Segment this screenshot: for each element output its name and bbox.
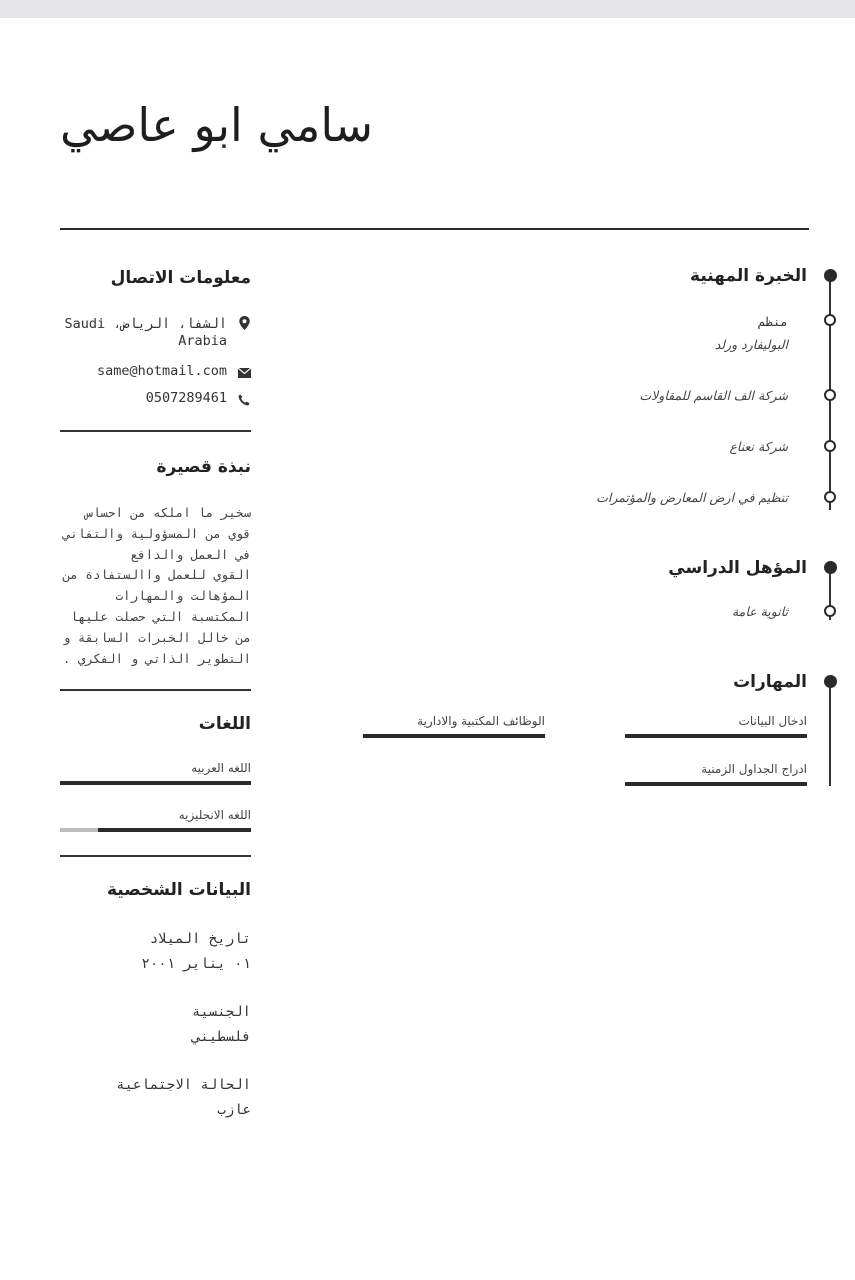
skill-item xyxy=(625,714,807,738)
skills-title: المهارات xyxy=(733,672,807,692)
language-level-bar xyxy=(60,828,251,832)
envelope-icon xyxy=(237,363,251,383)
language-level-fill xyxy=(98,828,251,832)
timeline-item-dot xyxy=(824,314,836,326)
skill-bar xyxy=(625,782,807,786)
language-label: اللغه الانجليزيه xyxy=(178,808,251,822)
phone-text: 0507289461 xyxy=(145,390,227,406)
languages-title: اللغات xyxy=(198,714,251,734)
skill-item xyxy=(363,714,545,738)
experience-title: الخبرة المهنية xyxy=(690,266,807,286)
nationality-value: فلسطيني xyxy=(191,1029,251,1045)
skill-item xyxy=(625,762,807,786)
top-bar xyxy=(0,0,855,18)
sidebar-divider xyxy=(60,689,251,691)
timeline-item-dot xyxy=(824,440,836,452)
marital-value: عازب xyxy=(217,1102,251,1118)
phone-icon xyxy=(237,390,251,411)
personal-title: البيانات الشخصية xyxy=(106,880,251,900)
experience-item: تنظيم في ارض المعارض والمؤتمرات xyxy=(596,490,788,505)
email-text: same@hotmail.com xyxy=(96,363,227,379)
marital-label: الحالة الاجتماعية xyxy=(116,1077,251,1093)
timeline-item-dot xyxy=(824,389,836,401)
sidebar-divider xyxy=(60,855,251,857)
experience-item: شركة نعناع xyxy=(729,439,788,454)
skill-label: الوظائف المكتبية والادارية xyxy=(417,714,545,728)
nationality-label: الجنسية xyxy=(191,1004,251,1020)
language-label: اللغه العربيه xyxy=(191,761,251,775)
map-pin-icon xyxy=(237,316,251,335)
sidebar-divider xyxy=(60,430,251,432)
contact-title: معلومات الاتصال xyxy=(110,268,251,288)
birth-label: تاريخ الميلاد xyxy=(149,931,251,947)
skill-bar xyxy=(363,734,545,738)
timeline-section-dot xyxy=(824,675,837,688)
skill-label: ادخال البيانات xyxy=(738,714,807,728)
contact-email xyxy=(60,363,251,383)
header-divider xyxy=(60,228,809,230)
about-title: نبذة قصيرة xyxy=(156,457,251,477)
birth-value: ٠١ يناير ٢٠٠١ xyxy=(141,956,251,972)
timeline-section-dot xyxy=(824,269,837,282)
timeline-line xyxy=(829,682,831,786)
about-text: سخير ما املكه من احساس قوي من المسؤولية والتفاني في العمل والدافع القوي للعمل واالستفادة من المؤهالت والمهارات المكتسبة التي حصلت عليها من خالل الخبرات السابقة و التطوير الذاتي و الفكري . xyxy=(62,505,251,666)
contact-address xyxy=(60,316,251,350)
timeline-section-dot xyxy=(824,561,837,574)
language-level-fill xyxy=(60,781,251,785)
language-level-bar xyxy=(60,781,251,785)
timeline-item-dot xyxy=(824,491,836,503)
education-item: ثانوية عامة xyxy=(731,604,788,619)
skill-bar xyxy=(625,734,807,738)
resume-name: سامي ابو عاصي xyxy=(60,98,373,152)
experience-item: البوليفارد ورلد xyxy=(714,337,788,352)
contact-phone xyxy=(60,390,251,411)
address-text: الشفا، الرياض، Saudi Arabia xyxy=(64,316,227,349)
experience-item: شركة الف القاسم للمقاولات xyxy=(639,388,788,403)
education-title: المؤهل الدراسي xyxy=(668,558,807,578)
skill-label: ادراج الجداول الزمنية xyxy=(701,762,807,776)
experience-role: منظم xyxy=(757,314,788,329)
timeline-item-dot xyxy=(824,605,836,617)
